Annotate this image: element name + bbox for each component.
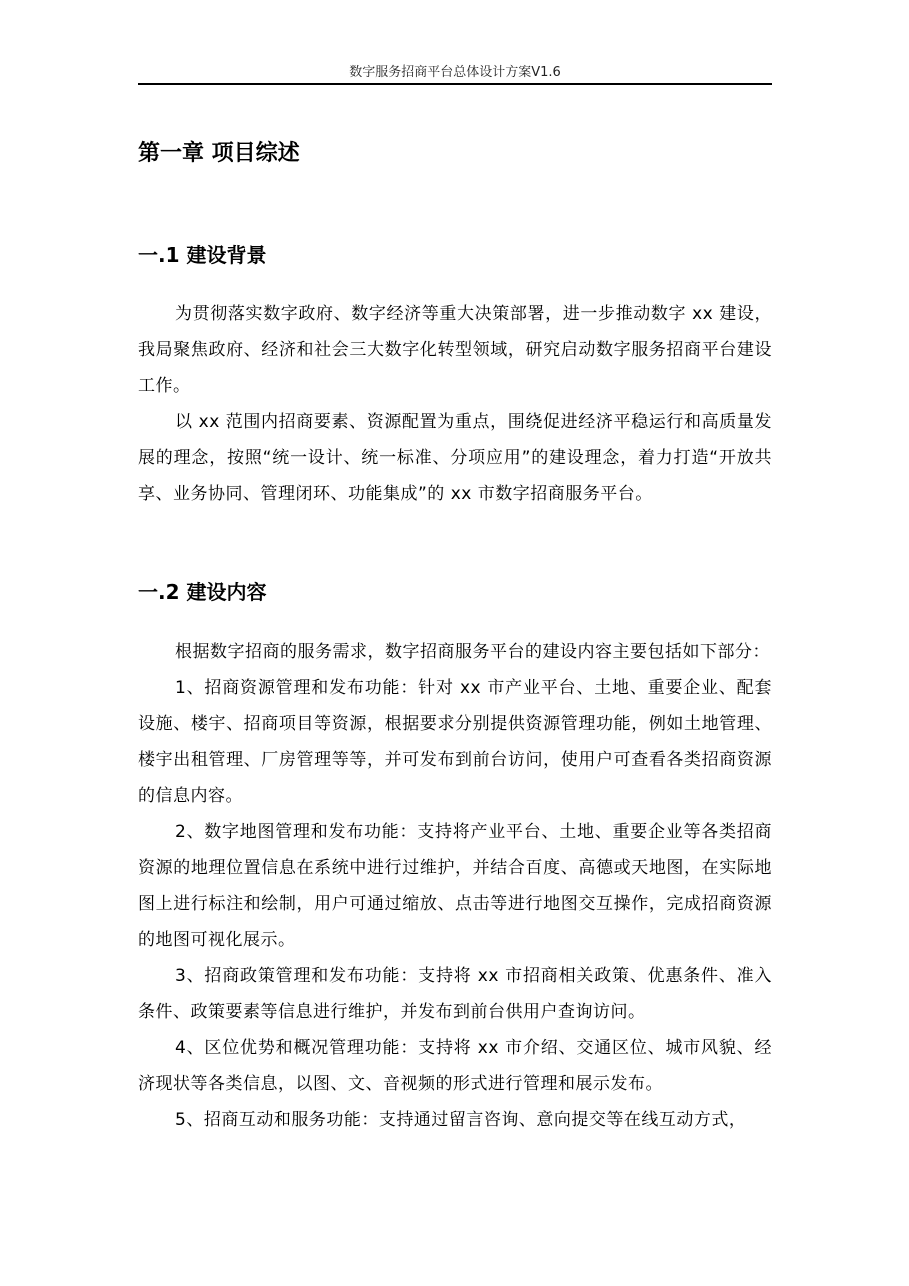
- section-content-body: [138, 634, 772, 1138]
- list-item: 2、数字地图管理和发布功能：支持将产业平台、土地、重要企业等各类招商资源的地理位置信息在系统中进行过维护，并结合百度、高德或天地图，在实际地图上进行标注和绘制，用户可通过缩放、点击等进行地图交互操作，完成招商资源的地图可视化展示。: [138, 822, 772, 950]
- list-item: 3、招商政策管理和发布功能：支持将 xx 市招商相关政策、优惠条件、准入条件、政策要素等信息进行维护，并发布到前台供用户查询访问。: [138, 966, 772, 1022]
- list-item: 5、招商互动和服务功能：支持通过留言咨询、意向提交等在线互动方式，: [175, 1110, 747, 1130]
- section-background-body: [138, 296, 772, 512]
- paragraph: 根据数字招商的服务需求，数字招商服务平台的建设内容主要包括如下部分：: [175, 642, 770, 662]
- section-heading-content: 一.2 建设内容: [138, 580, 267, 604]
- header-divider: [138, 83, 772, 85]
- list-item: 1、招商资源管理和发布功能：针对 xx 市产业平台、土地、重要企业、配套设施、楼宇、招商项目等资源，根据要求分别提供资源管理功能，例如土地管理、楼宇出租管理、厂房管理等等，并可发布到前台访问，使用户可查看各类招商资源的信息内容。: [138, 678, 772, 806]
- paragraph: 为贯彻落实数字政府、数字经济等重大决策部署，进一步推动数字 xx 建设，我局聚焦政府、经济和社会三大数字化转型领域，研究启动数字服务招商平台建设工作。: [138, 304, 772, 396]
- section-heading-background: 一.1 建设背景: [138, 243, 267, 267]
- page-header-title: 数字服务招商平台总体设计方案V1.6: [349, 65, 561, 80]
- chapter-title: 第一章 项目综述: [138, 141, 300, 166]
- list-item: 4、区位优势和概况管理功能：支持将 xx 市介绍、交通区位、城市风貌、经济现状等各类信息，以图、文、音视频的形式进行管理和展示发布。: [138, 1038, 772, 1094]
- paragraph: 以 xx 范围内招商要素、资源配置为重点，围绕促进经济平稳运行和高质量发展的理念，按照“统一设计、统一标准、分项应用”的建设理念，着力打造“开放共享、业务协同、管理闭环、功能集成”的 xx 市数字招商服务平台。: [138, 412, 772, 504]
